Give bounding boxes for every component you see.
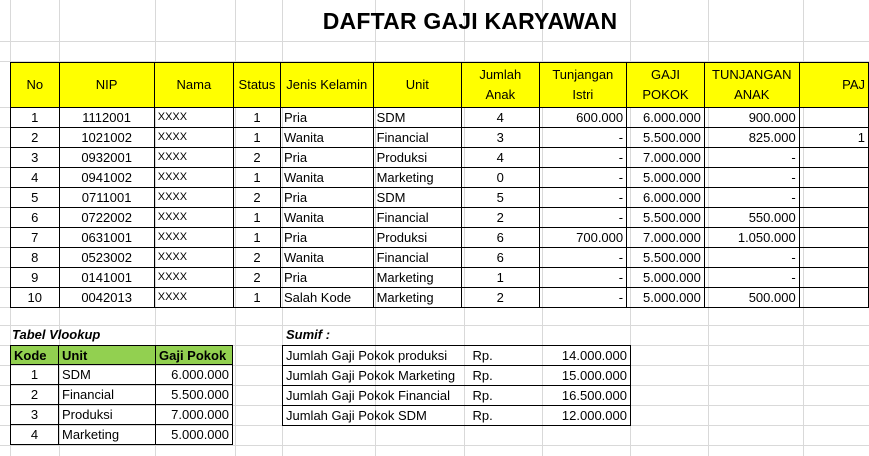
cell-value[interactable]: 15.000.000 [539,366,631,386]
cell-unit[interactable]: Financial [373,128,462,148]
cell-tanak[interactable]: - [704,248,799,268]
cell-istri[interactable]: 700.000 [539,228,627,248]
table-row [11,385,233,405]
cell-tanak[interactable]: 550.000 [704,208,799,228]
cell-pokok[interactable]: 7.000.000 [627,148,705,168]
cell-anak[interactable]: 5 [462,188,539,208]
cell-nip[interactable]: 0523002 [59,248,154,268]
cell-istri[interactable]: - [539,268,627,288]
cell-istri[interactable]: - [539,128,627,148]
cell-nama[interactable]: XXXX [154,168,233,188]
cell-anak[interactable]: 4 [462,148,539,168]
cell-pajak[interactable] [799,168,868,188]
table-row [283,386,631,406]
cell-nip[interactable]: 1112001 [59,108,154,128]
cell-status[interactable]: 2 [234,188,281,208]
table-row [11,405,233,425]
cell-nip[interactable]: 0711001 [59,188,154,208]
cell-anak[interactable]: 6 [462,248,539,268]
cell-status[interactable]: 2 [234,148,281,168]
cell-unit[interactable]: Financial [373,208,462,228]
cell-no[interactable]: 5 [11,188,60,208]
table-row [11,425,233,445]
cell-gaji[interactable]: 5.000.000 [156,425,233,445]
table-row [11,228,869,248]
cell-istri[interactable]: - [539,288,627,308]
cell-nama[interactable]: XXXX [154,288,233,308]
cell-nip[interactable]: 1021002 [59,128,154,148]
cell-pokok[interactable]: 6.000.000 [627,108,705,128]
table-row [11,188,869,208]
cell-value[interactable]: 12.000.000 [539,406,631,426]
cell-value[interactable]: 14.000.000 [539,346,631,366]
cell-desc[interactable]: Jumlah Gaji Pokok Financial [283,386,467,406]
cell-nama[interactable]: XXXX [154,268,233,288]
header-cell[interactable]: PAJ [799,63,868,108]
header-cell[interactable]: Tunjangan Istri [539,63,627,108]
cell-unit[interactable]: Marketing [373,168,462,188]
cell-tanak[interactable]: 900.000 [704,108,799,128]
cell-nama[interactable]: XXXX [154,148,233,168]
cell-gaji[interactable]: 6.000.000 [156,365,233,385]
cell-unit[interactable]: SDM [59,365,156,385]
header-cell[interactable]: Gaji Pokok [156,346,233,365]
header-cell[interactable]: No [11,63,60,108]
header-cell[interactable]: Jenis Kelamin [280,63,373,108]
salary-table [10,62,869,308]
cell-nip[interactable]: 0141001 [59,268,154,288]
cell-pajak[interactable] [799,148,868,168]
cell-tanak[interactable]: - [704,148,799,168]
cell-unit[interactable]: Produksi [373,228,462,248]
cell-unit[interactable]: Marketing [373,268,462,288]
header-cell[interactable]: Nama [154,63,233,108]
gridline [0,41,869,42]
cell-istri[interactable]: - [539,208,627,228]
table-header-row [11,63,869,108]
cell-jk[interactable]: Pria [280,228,373,248]
cell-nama[interactable]: XXXX [154,188,233,208]
cell-desc[interactable]: Jumlah Gaji Pokok Marketing [283,366,467,386]
cell-pokok[interactable]: 5.000.000 [627,288,705,308]
cell-status[interactable]: 1 [234,168,281,188]
table-header-row [11,346,233,365]
cell-pajak[interactable] [799,288,868,308]
cell-pajak[interactable] [799,208,868,228]
cell-nama[interactable]: XXXX [154,108,233,128]
sheet-title: DAFTAR GAJI KARYAWAN [322,8,618,34]
cell-currency[interactable]: Rp. [467,386,539,406]
cell-gaji[interactable]: 5.500.000 [156,385,233,405]
cell-nama[interactable]: XXXX [154,208,233,228]
table-row [283,346,631,366]
table-row [11,108,869,128]
cell-nip[interactable]: 0932001 [59,148,154,168]
cell-unit[interactable]: Financial [373,248,462,268]
cell-value[interactable]: 16.500.000 [539,386,631,406]
table-row [11,268,869,288]
cell-nama[interactable]: XXXX [154,128,233,148]
cell-pokok[interactable]: 5.000.000 [627,268,705,288]
cell-pajak[interactable] [799,268,868,288]
header-cell[interactable]: Status [234,63,281,108]
cell-istri[interactable]: - [539,168,627,188]
cell-unit[interactable]: Produksi [373,148,462,168]
table-row [283,406,631,426]
cell-anak[interactable]: 6 [462,228,539,248]
cell-currency[interactable]: Rp. [467,366,539,386]
cell-jk[interactable]: Wanita [280,168,373,188]
cell-status[interactable]: 1 [234,128,281,148]
table-row [11,365,233,385]
cell-jk[interactable]: Wanita [280,208,373,228]
cell-status[interactable]: 2 [234,248,281,268]
cell-unit[interactable]: Marketing [59,425,156,445]
gridline [0,445,869,446]
vlookup-table [10,345,233,445]
cell-status[interactable]: 1 [234,208,281,228]
header-cell[interactable]: NIP [59,63,154,108]
cell-no[interactable]: 4 [11,168,60,188]
cell-status[interactable]: 1 [234,108,281,128]
cell-tanak[interactable]: - [704,268,799,288]
cell-tanak[interactable]: - [704,188,799,208]
cell-jk[interactable]: Salah Kode [280,288,373,308]
cell-pajak[interactable] [799,188,868,208]
table-row [11,248,869,268]
cell-pajak[interactable] [799,248,868,268]
cell-kode[interactable]: 3 [11,405,59,425]
cell-desc[interactable]: Jumlah Gaji Pokok SDM [283,406,467,426]
cell-status[interactable]: 1 [234,228,281,248]
cell-currency[interactable]: Rp. [467,406,539,426]
header-cell[interactable]: Unit [373,63,462,108]
cell-pokok[interactable]: 5.500.000 [627,248,705,268]
cell-jk[interactable]: Pria [280,108,373,128]
cell-tanak[interactable]: 1.050.000 [704,228,799,248]
header-cell[interactable]: GAJI POKOK [627,63,705,108]
sumif-table [282,345,631,426]
cell-pokok[interactable]: 5.000.000 [627,168,705,188]
cell-pajak[interactable] [799,108,868,128]
vlookup-label: Tabel Vlookup [12,327,101,342]
cell-nama[interactable]: XXXX [154,248,233,268]
cell-anak[interactable]: 3 [462,128,539,148]
cell-no[interactable]: 3 [11,148,60,168]
cell-pokok[interactable]: 7.000.000 [627,228,705,248]
cell-jk[interactable]: Wanita [280,128,373,148]
cell-no[interactable]: 7 [11,228,60,248]
cell-jk[interactable]: Wanita [280,248,373,268]
cell-currency[interactable]: Rp. [467,346,539,366]
cell-no[interactable]: 10 [11,288,60,308]
cell-nip[interactable]: 0042013 [59,288,154,308]
cell-gaji[interactable]: 7.000.000 [156,405,233,425]
cell-nip[interactable]: 0941002 [59,168,154,188]
cell-pokok[interactable]: 5.500.000 [627,128,705,148]
table-row [11,148,869,168]
table-row [11,288,869,308]
cell-unit[interactable]: Produksi [59,405,156,425]
cell-unit[interactable]: Marketing [373,288,462,308]
cell-istri[interactable]: - [539,148,627,168]
cell-pokok[interactable]: 5.500.000 [627,208,705,228]
cell-status[interactable]: 1 [234,288,281,308]
cell-no[interactable]: 9 [11,268,60,288]
cell-tanak[interactable]: - [704,168,799,188]
cell-jk[interactable]: Pria [280,188,373,208]
cell-anak[interactable]: 2 [462,288,539,308]
header-cell[interactable]: TUNJANGAN ANAK [704,63,799,108]
header-cell[interactable]: Unit [59,346,156,365]
table-row [11,208,869,228]
gridline [0,325,869,326]
cell-istri[interactable]: 600.000 [539,108,627,128]
header-cell[interactable]: Jumlah Anak [462,63,539,108]
cell-unit[interactable]: SDM [373,188,462,208]
cell-anak[interactable]: 0 [462,168,539,188]
cell-jk[interactable]: Pria [280,148,373,168]
table-row [11,168,869,188]
cell-pajak[interactable] [799,228,868,248]
cell-nip[interactable]: 0631001 [59,228,154,248]
cell-nip[interactable]: 0722002 [59,208,154,228]
cell-anak[interactable]: 4 [462,108,539,128]
table-row [11,128,869,148]
cell-kode[interactable]: 1 [11,365,59,385]
header-cell[interactable]: Kode [11,346,59,365]
cell-nama[interactable]: XXXX [154,228,233,248]
cell-kode[interactable]: 2 [11,385,59,405]
cell-unit[interactable]: Financial [59,385,156,405]
cell-desc[interactable]: Jumlah Gaji Pokok produksi [283,346,467,366]
cell-unit[interactable]: SDM [373,108,462,128]
cell-no[interactable]: 6 [11,208,60,228]
cell-anak[interactable]: 1 [462,268,539,288]
cell-no[interactable]: 8 [11,248,60,268]
cell-no[interactable]: 1 [11,108,60,128]
cell-jk[interactable]: Pria [280,268,373,288]
cell-istri[interactable]: - [539,248,627,268]
cell-tanak[interactable]: 825.000 [704,128,799,148]
cell-pajak[interactable]: 1 [799,128,868,148]
table-row [283,366,631,386]
cell-tanak[interactable]: 500.000 [704,288,799,308]
cell-status[interactable]: 2 [234,268,281,288]
cell-istri[interactable]: - [539,188,627,208]
cell-no[interactable]: 2 [11,128,60,148]
cell-kode[interactable]: 4 [11,425,59,445]
cell-anak[interactable]: 2 [462,208,539,228]
sumif-label: Sumif : [286,327,331,342]
cell-pokok[interactable]: 6.000.000 [627,188,705,208]
